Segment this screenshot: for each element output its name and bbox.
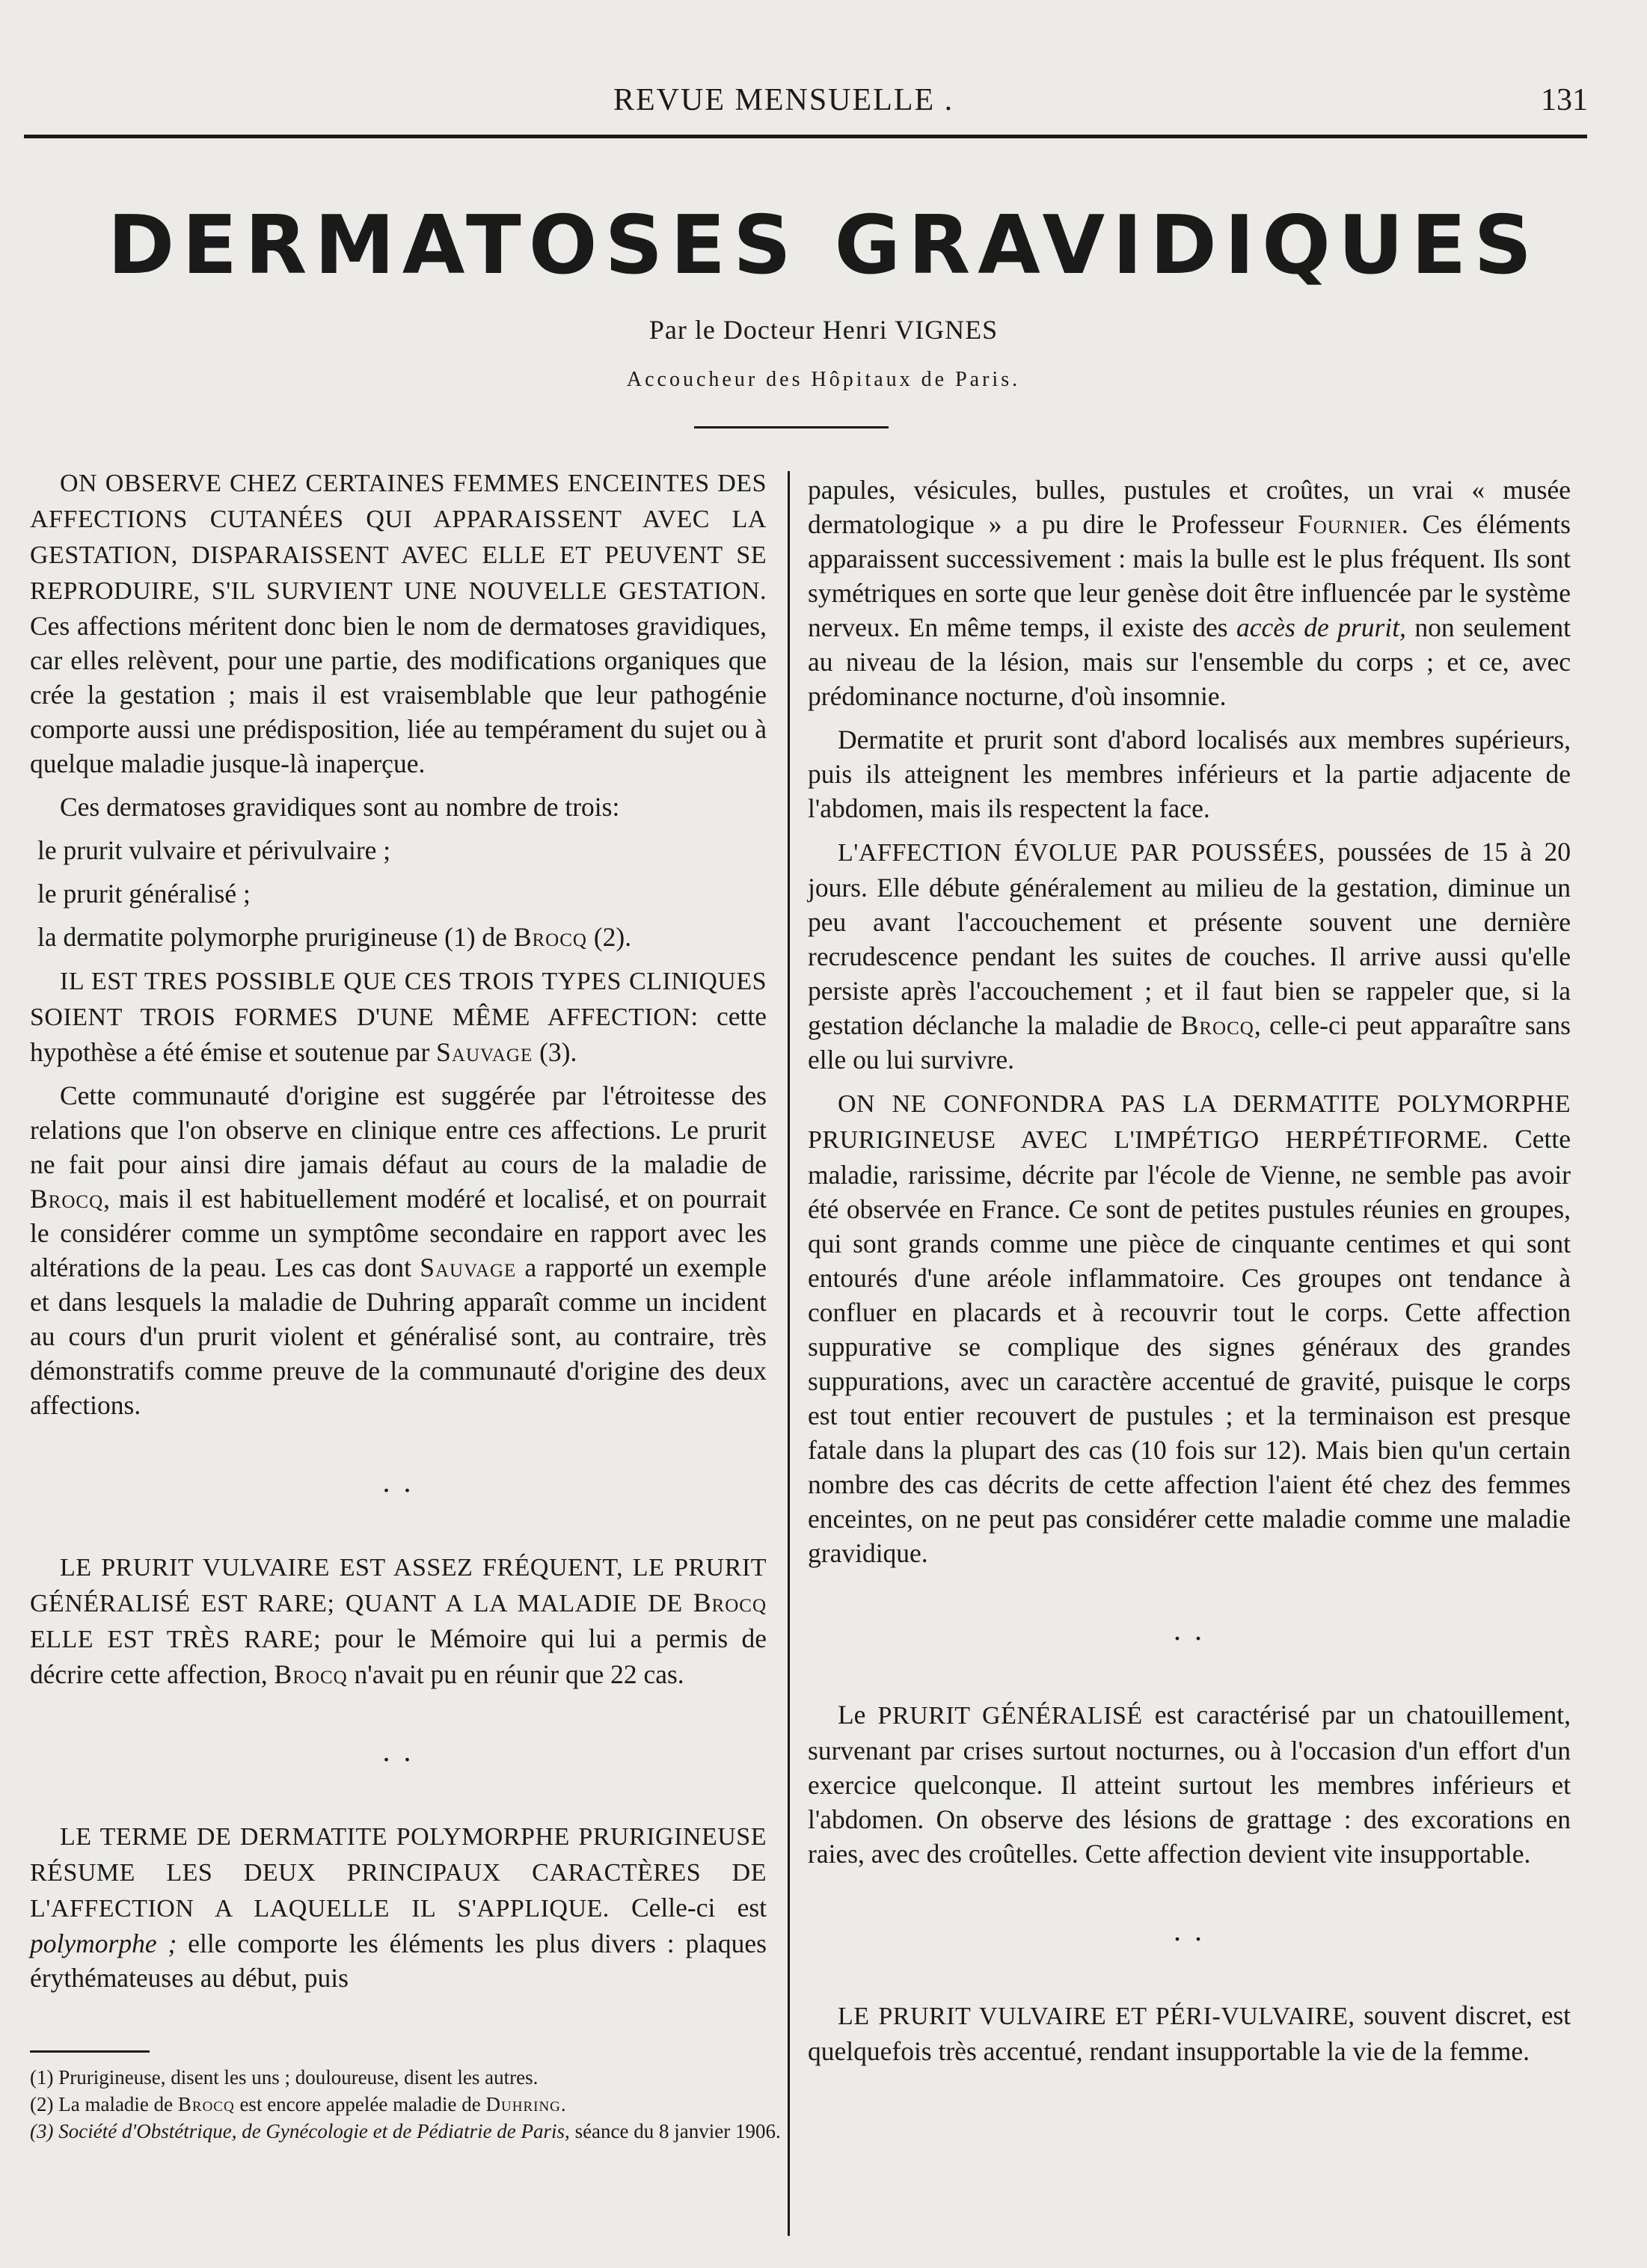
- author-name: Brocq: [177, 2093, 235, 2115]
- paragraph-text: Celle-ci est: [631, 1893, 767, 1923]
- paragraph: [30, 1819, 767, 1995]
- paragraph-text: . Ces éléments apparaissent successivement : mais la bulle est le plus fréquent. Ils sont symétriques en sorte que leur genèse doit être influencée par le système nerveux. En même temps, il existe des: [808, 509, 1571, 642]
- paragraph: [808, 1086, 1571, 1570]
- right-column: [808, 473, 1571, 2077]
- paragraph: [30, 1078, 767, 1422]
- column-divider: [788, 471, 790, 2236]
- list-item: le prurit généralisé ;: [37, 879, 251, 909]
- emphasis: polymorphe ;: [30, 1929, 177, 1958]
- article-title: DERMATOSES GRAVIDIQUES: [107, 199, 1540, 292]
- paragraph-text: non seulement au niveau de la lésion, mais sur l'ensemble du corps ; et ce, avec prédominance nocturne, d'où insomnie.: [808, 612, 1571, 711]
- list-text: la dermatite polymorphe prurigineuse (1) de: [37, 922, 507, 952]
- header-rule: [24, 135, 1587, 138]
- footnotes: [30, 2064, 781, 2145]
- paragraph-text: a rapporté un exemple et dans lesquels la maladie de Duhring apparaît comme un incident au cours d'un prurit violent et généralisé sont, au contraire, très démonstratifs comme preuve de la communauté d'origine des deux affections.: [30, 1253, 767, 1420]
- footnote: [30, 2091, 767, 2118]
- paragraph: [808, 473, 1571, 713]
- footnote: (1) Prurigineuse, disent les uns ; douloureuse, disent les autres.: [30, 2066, 539, 2089]
- lead-caps: ON NE CONFONDRA PAS LA DERMATITE POLYMORPHE PRURIGINEUSE AVEC L'IMPÉTIGO HERPÉTIFORME.: [808, 1090, 1571, 1154]
- section-separator: . .: [1174, 1613, 1205, 1647]
- paragraph-text: (3).: [539, 1037, 577, 1067]
- section-separator: . .: [382, 1465, 414, 1499]
- lead-caps: ELLE EST TRÈS RARE: [30, 1626, 313, 1653]
- author-affiliation: Accoucheur des Hôpitaux de Paris.: [626, 368, 1021, 391]
- paragraph: [30, 465, 767, 781]
- footnote-text: (2) La maladie de: [30, 2093, 174, 2115]
- lead-caps: L'AFFECTION ÉVOLUE PAR POUSSÉES,: [838, 839, 1325, 867]
- footnote-emphasis: (3) Société d'Obstétrique, de Gynécologie et de Pédiatrie de Paris,: [30, 2120, 570, 2142]
- footnote-text: .: [560, 2093, 566, 2115]
- lead-caps: ON OBSERVE CHEZ CERTAINES FEMMES ENCEINTES DES AFFECTIONS CUTANÉES QUI APPARAISSENT AVEC LA GESTATION, DISPARAISSENT AVEC ELLE ET PEUVENT SE REPRODUIRE, S'IL SURVIENT UNE NOUVELLE GESTATION.: [30, 470, 767, 605]
- paragraph-text: : cette hypothèse a été émise et soutenue par: [30, 1001, 767, 1067]
- footnote: [30, 2118, 781, 2145]
- footnote-rule: [30, 2050, 150, 2053]
- author-name: Brocq: [693, 1588, 767, 1617]
- running-header: [0, 82, 1647, 127]
- paragraph-text: Ces affections méritent donc bien le nom de dermatoses gravidiques, car elles relèvent, pour une partie, des modifications organiques que crée la gestation ; mais il est vraisemblable que leur pathogénie comporte aussi une prédisposition, liée au tempérament du sujet ou à quelque maladie jusque-là inaperçue.: [30, 611, 767, 778]
- author-name: Fournier: [1297, 509, 1402, 539]
- author-byline: Par le Docteur Henri VIGNES: [648, 315, 999, 345]
- author-name: Brocq: [1180, 1010, 1254, 1040]
- section-separator: . .: [1174, 1914, 1205, 1947]
- lead-caps: IL EST TRES POSSIBLE QUE CES TROIS TYPES CLINIQUES SOIENT TROIS FORMES D'UNE MÊME AFFECTION: [30, 968, 767, 1031]
- author-name: Sauvage: [420, 1253, 517, 1282]
- paragraph: Ces dermatoses gravidiques sont au nombre de trois:: [60, 792, 620, 822]
- footnote-text: séance du 8 janvier 1906.: [574, 2120, 781, 2142]
- author-name: Sauvage: [436, 1037, 533, 1067]
- author-name: Brocq: [30, 1184, 104, 1214]
- paragraph: [808, 835, 1571, 1077]
- lead-caps: LE PRURIT VULVAIRE EST ASSEZ FRÉQUENT, LE PRURIT GÉNÉRALISÉ EST RARE; QUANT A LA MALADIE DE: [30, 1554, 767, 1617]
- lead-caps: PRURIT GÉNÉRALISÉ: [877, 1702, 1143, 1730]
- list-item: le prurit vulvaire et périvulvaire ;: [37, 835, 391, 865]
- author-name: Duhring: [485, 2093, 561, 2115]
- section-separator: . .: [382, 1734, 414, 1768]
- paragraph: [30, 1549, 767, 1691]
- running-title: REVUE MENSUELLE .: [613, 83, 954, 117]
- paragraph-text: souvent discret, est quelquefois très accentué, rendant insupportable la vie de la femme.: [808, 2000, 1571, 2066]
- author-name: Brocq: [274, 1659, 348, 1689]
- author-name: Brocq: [513, 922, 587, 952]
- paragraph-text: ; pour le Mémoire qui lui a permis de décrire cette affection,: [30, 1623, 767, 1689]
- paragraph-text: papules, vésicules, bulles, pustules et croûtes, un vrai « musée dermatologique » a pu dire le Professeur: [808, 475, 1571, 539]
- paragraph-text: , celle-ci peut apparaître sans elle ou lui survivre.: [808, 1010, 1571, 1075]
- paragraph-text: , mais il est habituellement modéré et localisé, et on pourrait le considérer comme un symptôme secondaire en rapport avec les altérations de la peau. Les cas dont: [30, 1184, 767, 1282]
- paragraph: [30, 963, 767, 1069]
- list-item: [30, 920, 767, 954]
- paragraph-text: Cette communauté d'origine est suggérée par l'étroitesse des relations que l'on observe en clinique entre ces affections. Le prurit ne fait pour ainsi dire jamais défaut au cours de la maladie de: [30, 1081, 767, 1179]
- lead-caps: LE PRURIT VULVAIRE ET PÉRI-VULVAIRE,: [838, 2003, 1355, 2030]
- paragraph: [808, 1697, 1571, 1871]
- emphasis: accès de prurit,: [1236, 612, 1406, 642]
- paragraph-text: Le: [838, 1700, 866, 1730]
- page-number: 131: [1541, 83, 1588, 117]
- footnote-text: est encore appelée maladie de: [239, 2093, 481, 2115]
- title-rule: [694, 426, 889, 428]
- lead-caps: LE TERME DE DERMATITE POLYMORPHE PRURIGINEUSE RÉSUME LES DEUX PRINCIPAUX CARACTÈRES DE L'AFFECTION A LAQUELLE IL S'APPLIQUE.: [30, 1823, 767, 1923]
- paragraph-text: poussées de 15 à 20 jours. Elle débute généralement au milieu de la gestation, diminue un peu avant l'accouchement et présente souvent une dernière recrudescence pendant les suites de couches. Il arrive aussi qu'elle persiste après l'accouchement ; et il faut bien se rappeler que, si la gestation déclanche la maladie de: [808, 837, 1571, 1040]
- paragraph: Dermatite et prurit sont d'abord localisés aux membres supérieurs, puis ils atteignent les membres inférieurs et la partie adjacente de l'abdomen, mais ils respectent la face.: [808, 725, 1571, 823]
- paragraph-text: n'avait pu en réunir que 22 cas.: [354, 1659, 684, 1689]
- paragraph: [808, 1998, 1571, 2068]
- paragraph-text: est caractérisé par un chatouillement, survenant par crises surtout nocturnes, ou à l'occasion d'un effort d'un exercice quelconque. Il atteint surtout les membres inférieurs et l'abdomen. On observe des lésions de grattage : des excorations en raies, avec des croûtelles. Cette affection devient vite insupportable.: [808, 1700, 1571, 1869]
- list-text: (2).: [593, 922, 632, 952]
- paragraph-text: elle comporte les éléments les plus divers : plaques érythémateuses au début, puis: [30, 1929, 767, 1993]
- left-column: [30, 465, 767, 2004]
- paragraph-text: Cette maladie, rarissime, décrite par l'école de Vienne, ne semble pas avoir été observée en France. Ce sont de petites pustules réunies en groupes, qui sont grands comme une pièce de cinquante centimes et qui sont entourés d'une aréole inflammatoire. Ces groupes ont tendance à confluer en placards et à recouvrir tout le corps. Cette affection suppurative se complique des signes généraux des grandes suppurations, avec un caractère accentué de gravité, puisque le corps est tout entier recouvert de pustules ; et la terminaison est presque fatale dans la plupart des cas (10 fois sur 12). Mais bien qu'un certain nombre des cas décrits de cette affection l'aient été chez des femmes enceintes, on ne peut pas considérer cette maladie comme une maladie gravidique.: [808, 1124, 1571, 1568]
